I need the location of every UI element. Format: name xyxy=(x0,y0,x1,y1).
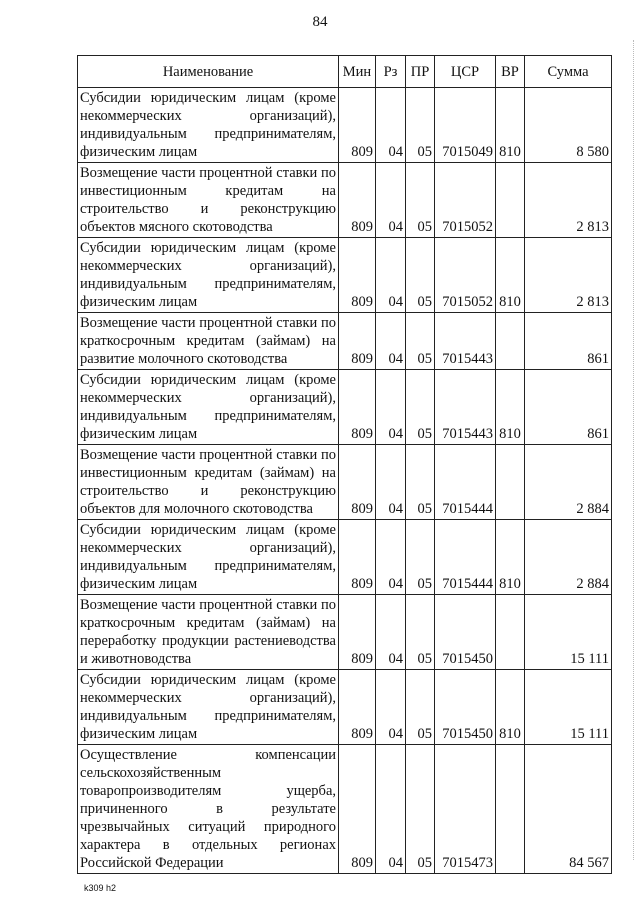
header-min: Мин xyxy=(339,56,376,88)
row-min: 809 xyxy=(339,163,376,238)
row-pr: 05 xyxy=(406,238,435,313)
table-row xyxy=(78,313,612,370)
row-csr: 7015443 xyxy=(435,313,496,370)
table-row xyxy=(78,595,612,670)
row-rz: 04 xyxy=(376,88,406,163)
row-csr: 7015049 xyxy=(435,88,496,163)
row-rz: 04 xyxy=(376,370,406,445)
row-vr xyxy=(496,445,525,520)
row-csr: 7015450 xyxy=(435,595,496,670)
row-sum: 8 580 xyxy=(525,88,612,163)
row-vr: 810 xyxy=(496,88,525,163)
header-vr: ВР xyxy=(496,56,525,88)
row-pr: 05 xyxy=(406,445,435,520)
scan-edge-marks xyxy=(632,40,634,860)
row-pr: 05 xyxy=(406,745,435,874)
row-name: Возмещение части процентной ставки по инвестиционным кредитам на строительство и реконструкцию объектов мясного скотоводства xyxy=(78,163,339,238)
row-rz: 04 xyxy=(376,745,406,874)
budget-table xyxy=(77,55,612,874)
row-rz: 04 xyxy=(376,163,406,238)
header-rz: Рз xyxy=(376,56,406,88)
row-vr: 810 xyxy=(496,520,525,595)
row-rz: 04 xyxy=(376,238,406,313)
table-row xyxy=(78,88,612,163)
footer-code: k309 h2 xyxy=(84,883,117,893)
header-sum: Сумма xyxy=(525,56,612,88)
row-rz: 04 xyxy=(376,595,406,670)
row-rz: 04 xyxy=(376,520,406,595)
row-min: 809 xyxy=(339,670,376,745)
row-pr: 05 xyxy=(406,670,435,745)
table-row xyxy=(78,163,612,238)
row-vr: 810 xyxy=(496,670,525,745)
row-csr: 7015473 xyxy=(435,745,496,874)
row-name: Возмещение части процентной ставки по краткосрочным кредитам (займам) на переработку продукции растениеводства и животноводства xyxy=(78,595,339,670)
row-vr xyxy=(496,745,525,874)
row-pr: 05 xyxy=(406,163,435,238)
row-vr: 810 xyxy=(496,238,525,313)
row-min: 809 xyxy=(339,238,376,313)
row-min: 809 xyxy=(339,88,376,163)
row-min: 809 xyxy=(339,745,376,874)
table-row xyxy=(78,520,612,595)
row-csr: 7015444 xyxy=(435,520,496,595)
row-rz: 04 xyxy=(376,670,406,745)
row-csr: 7015443 xyxy=(435,370,496,445)
table-row xyxy=(78,670,612,745)
page-number: 84 xyxy=(312,14,328,30)
row-rz: 04 xyxy=(376,445,406,520)
row-name: Осуществление компенсации сельскохозяйственным товаропроизводителям ущерба, причиненного в результате чрезвычайных ситуаций природного характера в отдельных регионах Российской Федерации xyxy=(78,745,339,874)
row-sum: 2 884 xyxy=(525,520,612,595)
header-csr: ЦСР xyxy=(435,56,496,88)
table-row xyxy=(78,238,612,313)
row-name: Субсидии юридическим лицам (кроме некоммерческих организаций), индивидуальным предпринимателям, физическим лицам xyxy=(78,520,339,595)
header-pr: ПР xyxy=(406,56,435,88)
row-name: Субсидии юридическим лицам (кроме некоммерческих организаций), индивидуальным предпринимателям, физическим лицам xyxy=(78,670,339,745)
row-sum: 15 111 xyxy=(525,595,612,670)
row-pr: 05 xyxy=(406,88,435,163)
row-vr xyxy=(496,595,525,670)
row-name: Возмещение части процентной ставки по инвестиционным кредитам (займам) на строительство и реконструкцию объектов для молочного скотоводства xyxy=(78,445,339,520)
row-min: 809 xyxy=(339,595,376,670)
row-pr: 05 xyxy=(406,520,435,595)
table-row xyxy=(78,370,612,445)
row-pr: 05 xyxy=(406,313,435,370)
row-vr xyxy=(496,313,525,370)
row-name: Субсидии юридическим лицам (кроме некоммерческих организаций), индивидуальным предпринимателям, физическим лицам xyxy=(78,88,339,163)
row-min: 809 xyxy=(339,370,376,445)
table-row xyxy=(78,745,612,874)
row-sum: 2 813 xyxy=(525,163,612,238)
row-min: 809 xyxy=(339,445,376,520)
row-name: Возмещение части процентной ставки по краткосрочным кредитам (займам) на развитие молочного скотоводства xyxy=(78,313,339,370)
row-pr: 05 xyxy=(406,595,435,670)
row-sum: 2 884 xyxy=(525,445,612,520)
row-name: Субсидии юридическим лицам (кроме некоммерческих организаций), индивидуальным предпринимателям, физическим лицам xyxy=(78,370,339,445)
row-sum: 861 xyxy=(525,370,612,445)
row-sum: 2 813 xyxy=(525,238,612,313)
row-csr: 7015052 xyxy=(435,238,496,313)
row-vr xyxy=(496,163,525,238)
row-rz: 04 xyxy=(376,313,406,370)
row-csr: 7015444 xyxy=(435,445,496,520)
row-name: Субсидии юридическим лицам (кроме некоммерческих организаций), индивидуальным предпринимателям, физическим лицам xyxy=(78,238,339,313)
row-csr: 7015052 xyxy=(435,163,496,238)
header-name: Наименование xyxy=(78,56,339,88)
table-header-row xyxy=(78,56,612,88)
row-min: 809 xyxy=(339,520,376,595)
row-sum: 15 111 xyxy=(525,670,612,745)
table-row xyxy=(78,445,612,520)
row-min: 809 xyxy=(339,313,376,370)
row-csr: 7015450 xyxy=(435,670,496,745)
row-vr: 810 xyxy=(496,370,525,445)
row-pr: 05 xyxy=(406,370,435,445)
row-sum: 84 567 xyxy=(525,745,612,874)
row-sum: 861 xyxy=(525,313,612,370)
